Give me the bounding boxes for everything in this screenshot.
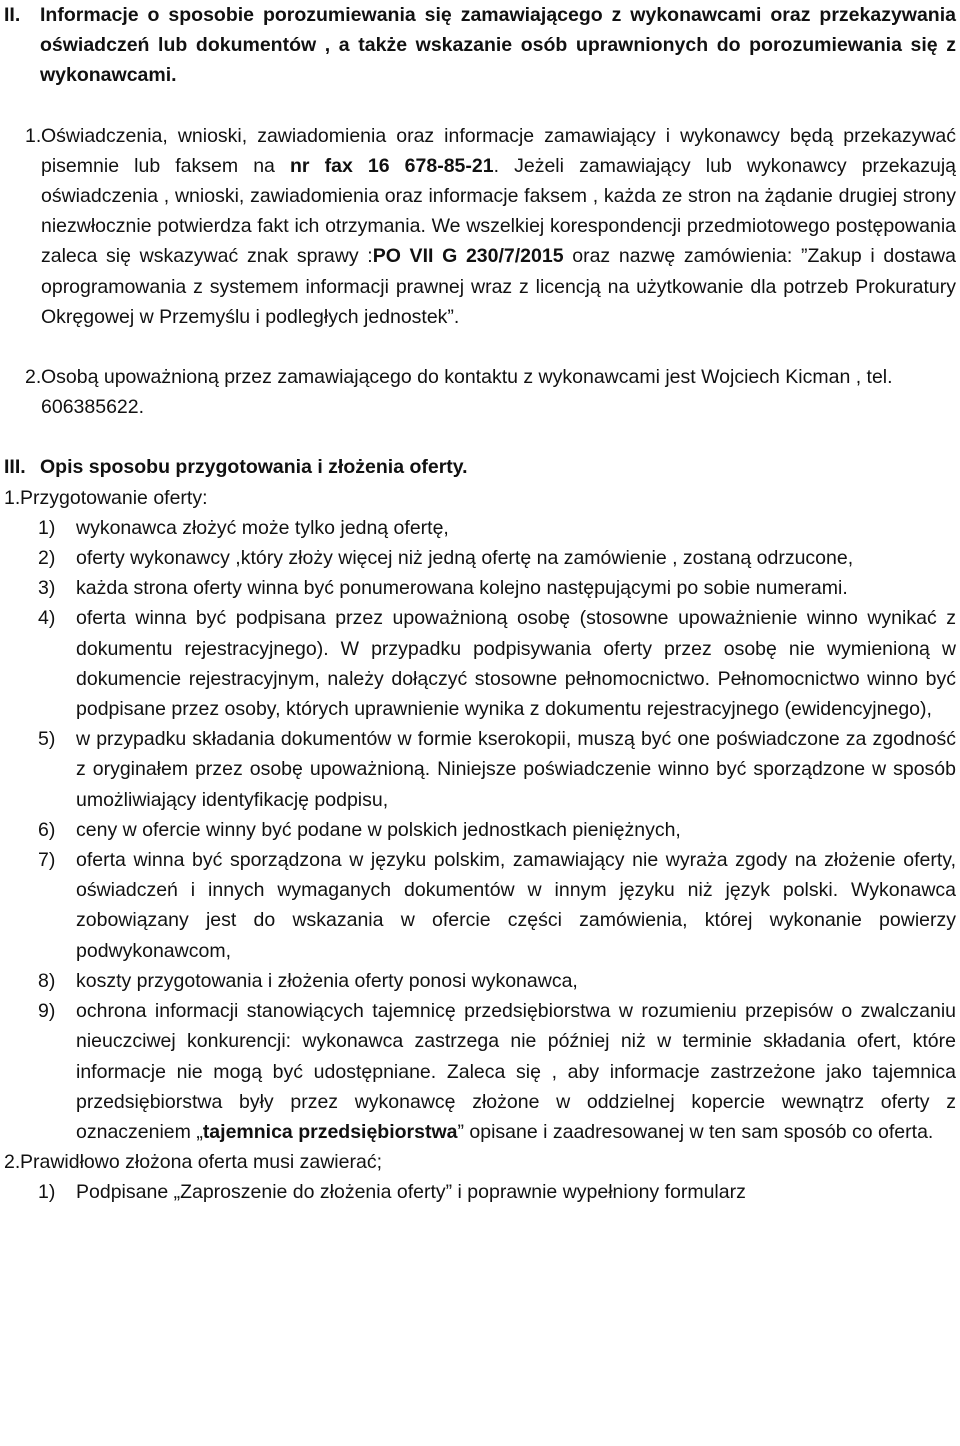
- subsection-number: 1.: [4, 486, 21, 509]
- section-2-heading: [4, 0, 956, 91]
- section-2-paragraph-2: [4, 362, 956, 422]
- list-item-text: oferta winna być sporządzona w języku polskim, zamawiający nie wyraża zgody na złożenie oferty, oświadczeń i innych wymaganych dokumentów w innym języku niż język polski. Wykonawca zobowiązany jest do wskazania w ofercie części zamówienia, której wykonanie powierzy podwykonawcom,: [76, 849, 956, 962]
- list-item-text: wykonawca złożyć może tylko jedną ofertę,: [76, 516, 449, 539]
- list-item-text-a: ochrona informacji stanowiących tajemnicę przedsiębiorstwa w rozumieniu przepisów o zwalczaniu nieuczciwej konkurencji: wykonawca zastrzega nie później niż w terminie składania ofert, które informacje nie mogą być udostępniane. Zaleca się , aby informacje zastrzeżone jako tajemnica przedsiębiorstwa były przez wykonawcę złożone w oddzielnej kopercie wewnątrz oferty z oznaczeniem „: [76, 1000, 956, 1143]
- section-2-paragraph-1: [4, 121, 956, 332]
- list-item-text: oferty wykonawcy ,który złoży więcej niż jedną ofertę na zamówienie , zostaną odrzucone,: [76, 547, 854, 570]
- list-item-number: 7): [38, 849, 56, 872]
- list-item: [4, 845, 956, 966]
- list-item-number: 1): [38, 1181, 56, 1204]
- section-3-heading: [4, 452, 956, 482]
- subsection-1-heading: [4, 483, 956, 513]
- requirements-list: [4, 513, 956, 996]
- section-3-number: III.: [4, 456, 26, 479]
- list-item-text: każda strona oferty winna być ponumerowana kolejno następującymi po sobie numerami.: [76, 577, 848, 600]
- spacer: [4, 422, 956, 452]
- paragraph-number: 1.: [25, 124, 42, 147]
- paragraph-text-d: oraz nazwę zamówienia: ”Zakup i dostawa oprogramowania z systemem informacji prawnej wraz z licencją na użytkowanie dla potrzeb Prokuratury Okręgowej w Przemyślu i podległych jednostek”.: [41, 245, 956, 328]
- list-item-number: 6): [38, 818, 56, 841]
- list-item: [4, 815, 956, 845]
- list-item-text: oferta winna być podpisana przez upoważnioną osobę (stosowne upoważnienie winno wynikać z dokumentu rejestracyjnego). W przypadku podpisywania oferty przez osobę nie wymienioną w dokumencie rejestracyjnym, należy dołączyć stosowne pełnomocnictwo. Pełnomocnictwo winno być podpisane przez osoby, których uprawnienie wynika z dokumentu rejestracyjnego (ewidencyjnego),: [76, 607, 956, 721]
- list-item: [4, 966, 956, 996]
- list-item-text-b: ” opisane i zaadresowanej w ten sam sposób co oferta.: [457, 1120, 934, 1143]
- spacer: [4, 91, 956, 121]
- list-item-text: [76, 996, 956, 1147]
- section-3-title: Opis sposobu przygotowania i złożenia oferty.: [40, 456, 468, 479]
- case-number: PO VII G 230/7/2015: [372, 245, 564, 268]
- list-item-text: w przypadku składania dokumentów w formie kserokopii, muszą być one poświadczone za zgodność z oryginałem przez osobę upoważnioną. Niniejsze poświadczenie winno być sporządzone w sposób umożliwiający identyfikację podpisu,: [76, 728, 956, 811]
- spacer: [4, 332, 956, 362]
- list-item-number: 9): [38, 1000, 56, 1023]
- list-item-number: 4): [38, 607, 56, 630]
- list-item: [4, 996, 956, 1147]
- list-item: [4, 1177, 956, 1207]
- paragraph-text-b: . Jeżeli zamawiający lub wykonawcy przekazują oświadczenia , wnioski, zawiadomienia oraz informacje faksem , każda ze stron na żądanie drugiej strony niezwłocznie potwierdza fakt ich otrzymania.: [41, 154, 957, 238]
- subsection-title: Przygotowanie oferty:: [20, 486, 208, 509]
- fax-number: nr fax 16 678-85-21: [290, 154, 494, 177]
- paragraph-number: 2.: [25, 366, 42, 389]
- list-item: [4, 724, 956, 815]
- list-item: [4, 603, 956, 724]
- subsection-title: Prawidłowo złożona oferta musi zawierać;: [20, 1151, 382, 1174]
- list-item-emphasis: tajemnica przedsiębiorstwa: [202, 1120, 458, 1143]
- list-item-number: 5): [38, 728, 56, 751]
- list-item-text: ceny w ofercie winny być podane w polskich jednostkach pieniężnych,: [76, 818, 681, 841]
- subsection-number: 2.: [4, 1151, 21, 1174]
- list-item-number: 1): [38, 516, 56, 539]
- list-item: [4, 573, 956, 603]
- section-2-number: II.: [4, 4, 21, 26]
- paragraph-text-c: We wszelkiej korespondencji przedmiotowego postępowania zaleca się wskazywać znak sprawy :: [41, 215, 957, 268]
- subsection-2-heading: [4, 1147, 956, 1177]
- list-item: [4, 513, 956, 543]
- list-item-text: koszty przygotowania i złożenia oferty ponosi wykonawca,: [76, 969, 578, 992]
- paragraph-text: Osobą upoważnioną przez zamawiającego do kontaktu z wykonawcami jest Wojciech Kicman , tel. 606385622.: [41, 366, 893, 419]
- list-item-number: 8): [38, 969, 56, 992]
- list-item-text: Podpisane „Zaproszenie do złożenia oferty” i poprawnie wypełniony formularz: [76, 1181, 746, 1204]
- section-2-title: Informacje o sposobie porozumiewania się zamawiającego z wykonawcami oraz przekazywania oświadczeń lub dokumentów , a także wskazanie osób uprawnionych do porozumiewania się z wykonawcami.: [40, 4, 956, 87]
- list-item: [4, 543, 956, 573]
- paragraph-text: [41, 121, 956, 332]
- list-item-number: 3): [38, 577, 56, 600]
- list-item-number: 2): [38, 547, 56, 570]
- paragraph-text-a: Oświadczenia, wnioski, zawiadomienia oraz informacje zamawiający i wykonawcy będą przekazywać pisemnie lub faksem na: [41, 124, 956, 177]
